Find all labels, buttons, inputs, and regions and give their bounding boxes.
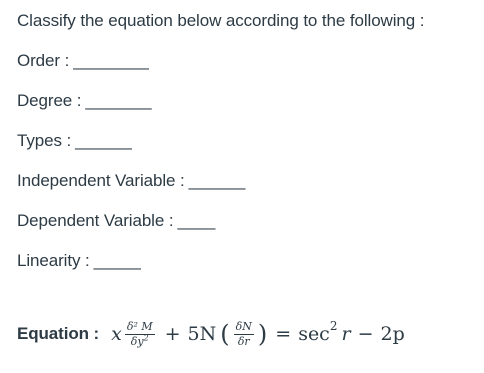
linearity-field bbox=[17, 251, 141, 271]
fraction2-denominator: δr bbox=[237, 334, 250, 348]
coefficient: 5N bbox=[187, 323, 217, 346]
first-derivative-fraction bbox=[234, 321, 254, 347]
denominator-base: δy bbox=[130, 334, 144, 348]
instruction-text: Classify the equation below according to the following : bbox=[17, 11, 425, 30]
open-paren: ( bbox=[220, 320, 230, 349]
rhs-tail: 2p bbox=[380, 323, 405, 346]
linearity-label: Linearity : bbox=[17, 251, 90, 270]
independent-variable-blank: ______ bbox=[188, 171, 246, 190]
independent-variable-field bbox=[17, 171, 245, 191]
equation-x: x bbox=[111, 323, 122, 346]
degree-blank: _______ bbox=[85, 91, 152, 110]
equation-label: Equation : bbox=[17, 324, 100, 344]
sec-exponent: 2 bbox=[329, 319, 338, 334]
close-paren: ) bbox=[257, 320, 268, 349]
sec-function: sec bbox=[298, 323, 330, 346]
variable-r: r bbox=[341, 323, 351, 346]
linearity-blank: _____ bbox=[93, 251, 141, 270]
degree-label: Degree : bbox=[17, 91, 82, 110]
minus-sign: − bbox=[357, 323, 374, 346]
types-blank: ______ bbox=[75, 131, 132, 150]
fraction-denominator bbox=[129, 332, 151, 348]
equation-row bbox=[17, 321, 405, 347]
second-derivative-fraction bbox=[125, 321, 155, 347]
order-field bbox=[17, 51, 149, 71]
equals-sign: = bbox=[275, 323, 292, 346]
dependent-variable-blank: ____ bbox=[177, 211, 216, 230]
equation-math bbox=[111, 321, 405, 347]
independent-variable-label: Independent Variable : bbox=[17, 171, 185, 190]
plus-sign: + bbox=[164, 323, 181, 346]
dependent-variable-field bbox=[17, 211, 215, 231]
fraction-numerator: δ² M bbox=[126, 320, 153, 333]
dependent-variable-label: Dependent Variable : bbox=[17, 211, 174, 230]
denominator-exponent: 2 bbox=[143, 332, 149, 342]
types-label: Types : bbox=[17, 131, 72, 150]
order-label: Order : bbox=[17, 51, 70, 70]
order-blank: ________ bbox=[73, 51, 149, 70]
degree-field bbox=[17, 91, 152, 111]
fraction2-numerator: δN bbox=[235, 320, 252, 333]
types-field bbox=[17, 131, 132, 151]
